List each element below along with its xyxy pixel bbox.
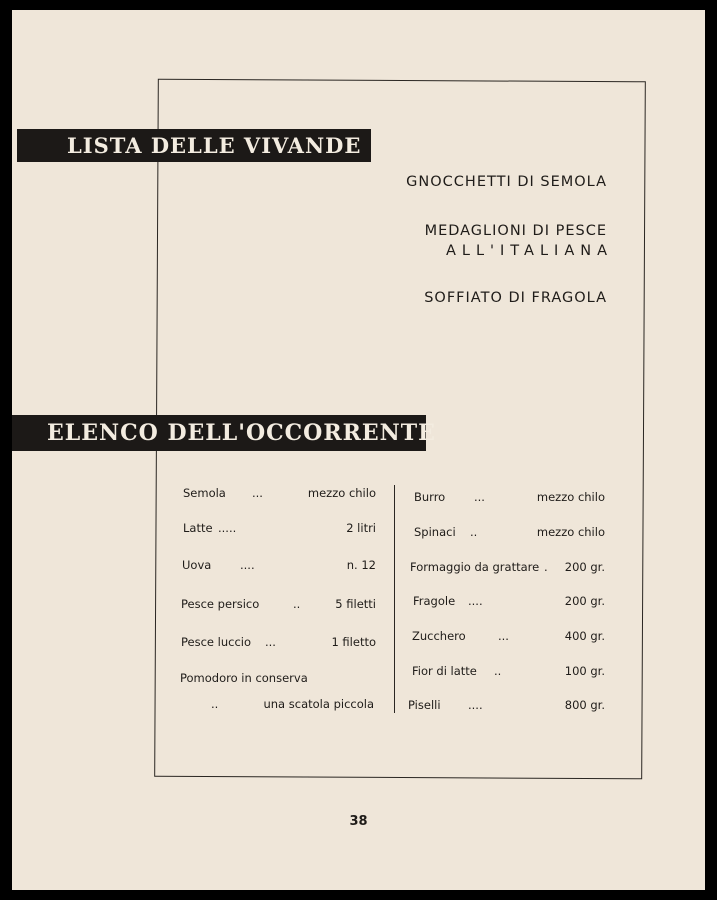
ingredient-dots: .. [293, 597, 301, 611]
ingredient-name: Pomodoro in conserva [180, 671, 308, 685]
ingredient-dots: .. [494, 664, 502, 678]
column-divider [394, 485, 395, 713]
ingredient-name: Pesce luccio [181, 635, 252, 649]
cookbook-page [12, 10, 705, 890]
ingredient-name: Latte [183, 521, 213, 535]
ingredient-name: Spinaci [414, 525, 456, 539]
ingredient-name: Fior di latte [412, 664, 477, 678]
ingredient-dots: ... [474, 490, 485, 504]
ingredient-quantity: 1 filetto [331, 635, 376, 649]
menu-heading: LISTA DELLE VIVANDE [17, 129, 371, 162]
ingredient-quantity: n. 12 [346, 558, 376, 572]
page-number: 38 [349, 814, 368, 829]
ingredient-dots: ... [265, 635, 276, 649]
ingredient-quantity: mezzo chilo [536, 490, 605, 504]
ingredient-dots: . [544, 560, 548, 574]
ingredient-name: Burro [414, 490, 446, 504]
ingredient-dots: .... [468, 698, 483, 712]
ingredient-dots: .... [240, 558, 255, 572]
ingredient-quantity: 2 litri [346, 521, 376, 535]
dish-soffiato: SOFFIATO DI FRAGOLA [424, 290, 607, 306]
ingredient-name: Uova [182, 558, 212, 572]
ingredient-name: Semola [183, 486, 226, 500]
ingredient-quantity: 800 gr. [564, 698, 605, 712]
ingredient-quantity: 100 gr. [564, 664, 605, 678]
ingredient-name: Zucchero [412, 629, 466, 643]
ingredient-quantity: 5 filetti [335, 597, 376, 611]
ingredient-dots: ..... [218, 521, 237, 535]
ingredient-name: Formaggio da grattare [410, 560, 540, 574]
ingredient-dots: .... [468, 594, 483, 608]
ingredient-quantity: 200 gr. [564, 594, 605, 608]
dish-medaglioni-line2: ALL'ITALIANA [445, 243, 613, 259]
ingredient-name: Pesce persico [181, 597, 260, 611]
dish-gnocchetti: GNOCCHETTI DI SEMOLA [406, 174, 607, 190]
dish-medaglioni-line1: MEDAGLIONI DI PESCE [424, 223, 607, 239]
ingredient-dots: ... [498, 629, 509, 643]
ingredient-quantity: 400 gr. [564, 629, 605, 643]
ingredient-quantity: 200 gr. [564, 560, 605, 574]
ingredient-name: Fragole [413, 594, 456, 608]
ingredient-quantity: una scatola piccola [263, 697, 374, 711]
ingredient-dots: .. [211, 697, 219, 711]
ingredient-dots: ... [252, 486, 263, 500]
ingredient-dots: .. [470, 525, 478, 539]
ingredient-quantity: mezzo chilo [307, 486, 376, 500]
ingredient-quantity: mezzo chilo [536, 525, 605, 539]
ingredient-name: Piselli [408, 698, 441, 712]
ingredients-heading: ELENCO DELL'OCCORRENTE [12, 415, 426, 451]
